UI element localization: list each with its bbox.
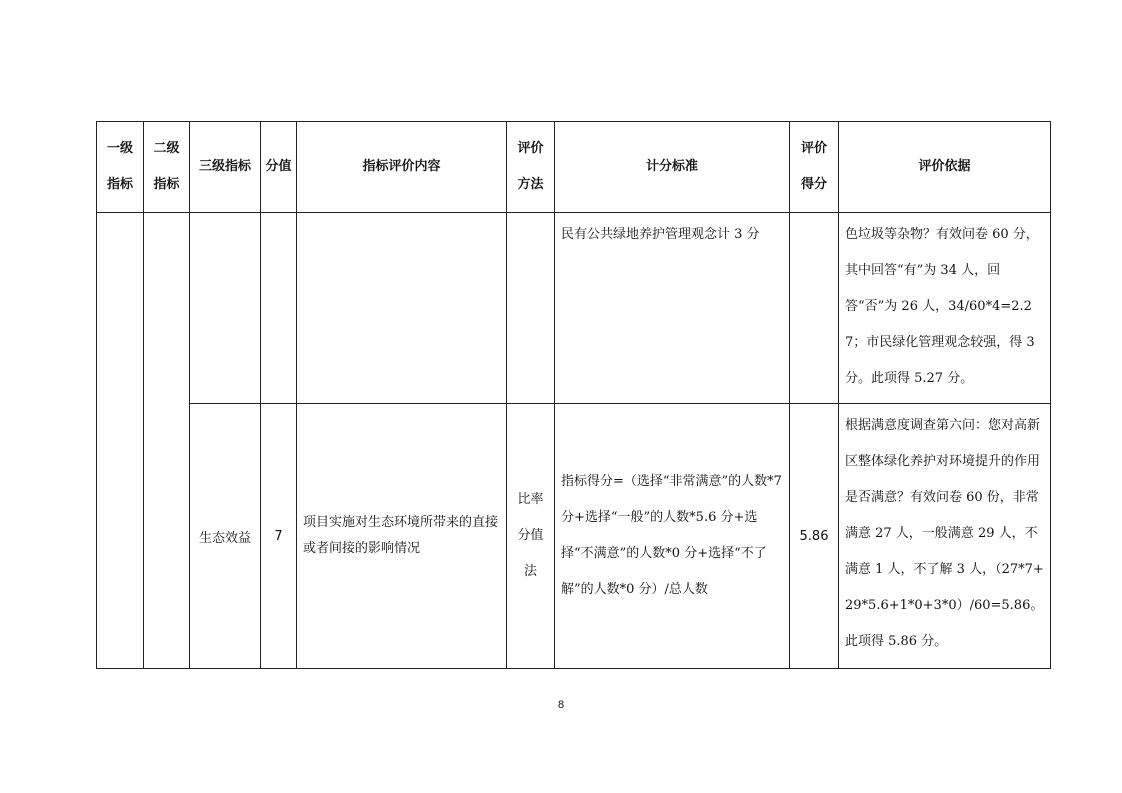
header-method [507,122,555,213]
header-level2-line1: 二级 [153,141,180,156]
method-line3: 法 [523,564,537,579]
header-level1-line2: 指标 [106,177,133,192]
table-row [97,404,1051,669]
level3-cell [190,213,261,404]
header-standard: 计分标准 [555,122,790,213]
result-cell [790,213,839,404]
method-line2: 分值 [517,528,544,543]
score-cell [261,213,297,404]
header-basis: 评价依据 [839,122,1051,213]
header-method-line1: 评价 [517,141,544,156]
header-level2-line2: 指标 [153,177,180,192]
header-result [790,122,839,213]
standard-cell: 民有公共绿地养护管理观念计 3 分 [555,213,790,404]
header-content: 指标评价内容 [297,122,507,213]
result-cell: 5.86 [790,404,839,669]
level3-cell: 生态效益 [190,404,261,669]
method-cell [507,213,555,404]
header-score: 分值 [261,122,297,213]
method-cell [507,404,555,669]
basis-cell: 色垃圾等杂物？有效问卷 60 分，其中回答“有”为 34 人，回答“否”为 26 人，34/60*4=2.27；市民绿化管理观念较强，得 3 分。此项得 5.27 分。 [839,213,1051,404]
level1-cell [97,213,144,669]
method-line1: 比率 [517,492,544,507]
basis-cell: 根据满意度调查第六问：您对高新区整体绿化养护对环境提升的作用是否满意？有效问卷 60 份，非常满意 27 人，一般满意 29 人，不满意 1 人，不了解 3 人，（27*7+29*5.6+1*0+3*0）/60=5.86。此项得 5.86 分。 [839,404,1051,669]
header-method-line2: 方法 [517,177,544,192]
header-level3: 三级指标 [190,122,261,213]
header-level2 [144,122,190,213]
standard-cell: 指标得分=（选择“非常满意”的人数*7 分+选择“一般”的人数*5.6 分+选择“不满意”的人数*0 分+选择“不了解”的人数*0 分）/总人数 [555,404,790,669]
header-row [97,122,1051,213]
header-result-line2: 得分 [800,177,827,192]
table-row [97,213,1051,404]
score-cell: 7 [261,404,297,669]
evaluation-table [96,121,1051,669]
level2-cell [144,213,190,669]
header-level1 [97,122,144,213]
header-level1-line1: 一级 [106,141,133,156]
header-result-line1: 评价 [800,141,827,156]
content-cell: 项目实施对生态环境所带来的直接或者间接的影响情况 [297,404,507,669]
page-number: 8 [557,699,565,711]
content-cell [297,213,507,404]
